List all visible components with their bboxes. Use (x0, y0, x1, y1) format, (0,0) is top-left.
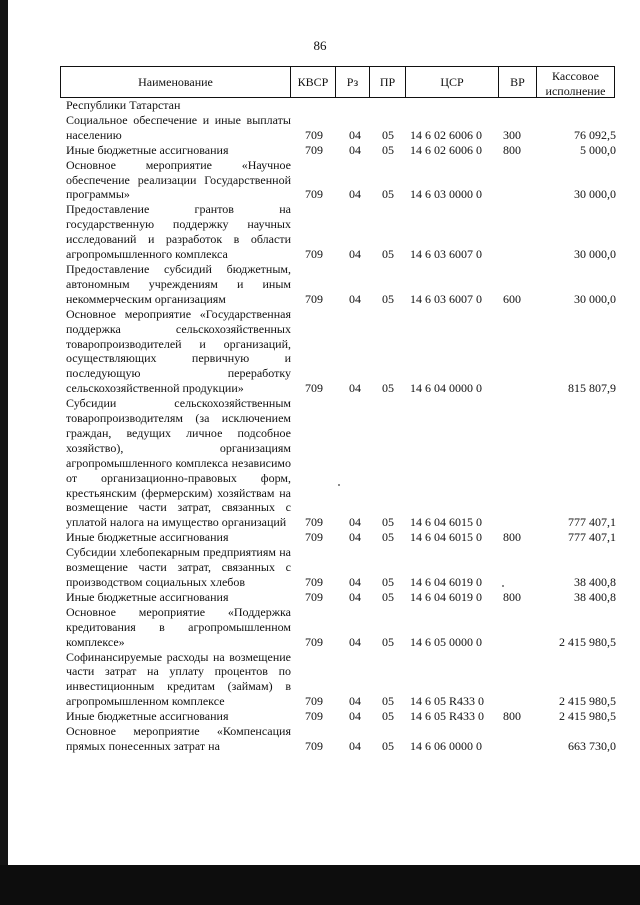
row-name: Основное мероприятие «Государственная поддержка сельскохозяйственных товаропроизводителей и организаций, осуществляющих первичную и последующую переработку сельскохозяйственной продукции» (66, 306, 291, 396)
row-name: Субсидии сельскохозяйственным товаропроизводителям (за исключением граждан, ведущих личное подсобное хозяйство), организациям агропромышленного комплекса независимо от организационно-правовых форм, крестьянским (фермерским) хозяйствам на возмещение части затрат, связанных с уплатой налога на имущество организаций (66, 396, 291, 530)
row-csr: 14 6 02 6006 0 (410, 142, 482, 157)
row-name: Основное мероприятие «Научное обеспечение реализации Государственной программы» (66, 157, 291, 202)
row-rz: 04 (349, 187, 361, 202)
row-csr: 14 6 05 R433 0 (410, 694, 485, 709)
row-pr: 05 (382, 738, 394, 753)
row-kvsr: 709 (305, 575, 323, 589)
row-amount: 663 730,0 (568, 738, 616, 753)
row-kvsr: 709 (305, 709, 323, 724)
table-row (66, 202, 616, 262)
row-csr: 14 6 05 0000 0 (410, 634, 482, 649)
row-name: Субсидии хлебопекарным предприятиям на возмещение части затрат, связанных с производством социальных хлебов (66, 545, 291, 589)
row-pr: 05 (382, 515, 394, 530)
table-body (66, 98, 616, 754)
row-amount: 2 415 980,5 (559, 709, 616, 724)
row-pr: 05 (382, 575, 394, 589)
table-row (66, 605, 616, 650)
row-kvsr: 709 (305, 142, 323, 157)
row-csr: 14 6 02 6006 0 (410, 127, 482, 142)
row-rz: 04 (349, 142, 361, 157)
row-kvsr: 709 (305, 187, 323, 202)
row-rz: 04 (349, 127, 361, 142)
row-amount: 777 407,1 (568, 515, 616, 530)
row-rz: 04 (349, 694, 361, 709)
row-name: Предоставление субсидий бюджетным, автономным учреждениям и иным некоммерческим организациям (66, 261, 291, 306)
table-row (66, 530, 616, 545)
column-header-kvsr: КВСР (291, 67, 336, 97)
row-name: Иные бюджетные ассигнования (66, 709, 229, 724)
scan-border-left (0, 0, 8, 905)
row-rz: 04 (349, 709, 361, 724)
row-kvsr: 709 (305, 634, 323, 649)
row-pr: 05 (382, 127, 394, 142)
row-amount: 815 807,9 (568, 381, 616, 396)
row-kvsr: 709 (305, 291, 323, 306)
row-amount: 30 000,0 (574, 247, 616, 262)
row-pr: 05 (382, 709, 394, 724)
row-kvsr: 709 (305, 247, 323, 262)
row-pr: 05 (382, 694, 394, 709)
row-kvsr: 709 (305, 515, 323, 530)
row-vr: 800 (503, 709, 521, 724)
row-kvsr: 709 (305, 589, 323, 604)
row-rz: 04 (349, 291, 361, 306)
row-csr: 14 6 06 0000 0 (410, 738, 482, 753)
row-name: Предоставление грантов на государственную поддержку научных исследований и разработок в области агропромышленного комплекса (66, 202, 291, 262)
page-number: 86 (313, 38, 327, 53)
row-csr: 14 6 03 6007 0 (410, 247, 482, 262)
row-rz: 04 (349, 575, 361, 589)
column-header-vr: ВР (499, 67, 537, 97)
row-name: Иные бюджетные ассигнования (66, 589, 229, 604)
row-rz: 04 (349, 589, 361, 604)
column-header-amount: Кассовое исполнение (545, 69, 606, 98)
row-csr: 14 6 04 0000 0 (410, 381, 482, 396)
row-name: Софинансируемые расходы на возмещение части затрат на уплату процентов по инвестиционным кредитам (займам) в агропромышленном комплексе (66, 649, 291, 709)
row-amount: 777 407,1 (568, 530, 616, 545)
row-vr: 300 (503, 127, 521, 142)
table-row (66, 143, 616, 158)
row-rz: 04 (349, 738, 361, 753)
row-csr: 14 6 04 6015 0 (410, 530, 482, 545)
row-csr: 14 6 04 6019 0 (410, 589, 482, 604)
row-pr: 05 (382, 291, 394, 306)
table-row (66, 98, 616, 113)
table-row (66, 158, 616, 203)
row-csr: 14 6 03 0000 0 (410, 187, 482, 202)
table-header (60, 66, 615, 98)
scan-border-bottom (0, 865, 640, 905)
row-kvsr: 709 (305, 127, 323, 142)
row-name: Основное мероприятие «Компенсация прямых понесенных затрат на (66, 724, 291, 753)
column-header-name: Наименование (61, 67, 291, 97)
column-header-pr: ПР (370, 67, 406, 97)
row-amount: 30 000,0 (574, 291, 616, 306)
row-amount: 38 400,8 (574, 575, 616, 589)
table-row (66, 262, 616, 307)
row-kvsr: 709 (305, 381, 323, 396)
table-row (66, 724, 616, 754)
row-pr: 05 (382, 381, 394, 396)
row-name: Республики Татарстан (66, 98, 181, 112)
row-rz: 04 (349, 247, 361, 262)
row-kvsr: 709 (305, 694, 323, 709)
table-row (66, 709, 616, 724)
row-amount: 5 000,0 (580, 142, 616, 157)
row-rz: 04 (349, 381, 361, 396)
row-csr: 14 6 04 6015 0 (410, 515, 482, 530)
row-csr: 14 6 03 6007 0 (410, 291, 482, 306)
row-vr: 800 (503, 530, 521, 545)
row-kvsr: 709 (305, 530, 323, 545)
row-name: Иные бюджетные ассигнования (66, 142, 229, 157)
row-pr: 05 (382, 530, 394, 545)
row-pr: 05 (382, 634, 394, 649)
row-csr: 14 6 05 R433 0 (410, 709, 485, 724)
row-amount: 38 400,8 (574, 589, 616, 604)
row-amount: 30 000,0 (574, 187, 616, 202)
table-row (66, 590, 616, 605)
row-amount: 2 415 980,5 (559, 694, 616, 709)
row-name: Иные бюджетные ассигнования (66, 530, 229, 545)
row-pr: 05 (382, 589, 394, 604)
row-pr: 05 (382, 247, 394, 262)
table-row (66, 307, 616, 396)
row-rz: 04 (349, 634, 361, 649)
row-name: Социальное обеспечение и иные выплаты населению (66, 112, 291, 142)
table-row (66, 113, 616, 143)
row-rz: 04 (349, 530, 361, 545)
row-amount: 76 092,5 (574, 127, 616, 142)
row-rz: 04 (349, 515, 361, 530)
row-vr: 600 (503, 291, 521, 306)
column-header-rz: Рз (336, 67, 370, 97)
table-row (66, 650, 616, 710)
row-vr: 800 (503, 142, 521, 157)
row-kvsr: 709 (305, 738, 323, 753)
row-vr: 800 (503, 589, 521, 604)
row-csr: 14 6 04 6019 0 (410, 575, 482, 589)
row-pr: 05 (382, 187, 394, 202)
column-header-csr: ЦСР (406, 67, 499, 97)
row-name: Основное мероприятие «Поддержка кредитования в агропромышленном комплексе» (66, 604, 291, 649)
table-row (66, 396, 616, 530)
table-row (66, 545, 616, 590)
row-amount: 2 415 980,5 (559, 634, 616, 649)
row-pr: 05 (382, 142, 394, 157)
